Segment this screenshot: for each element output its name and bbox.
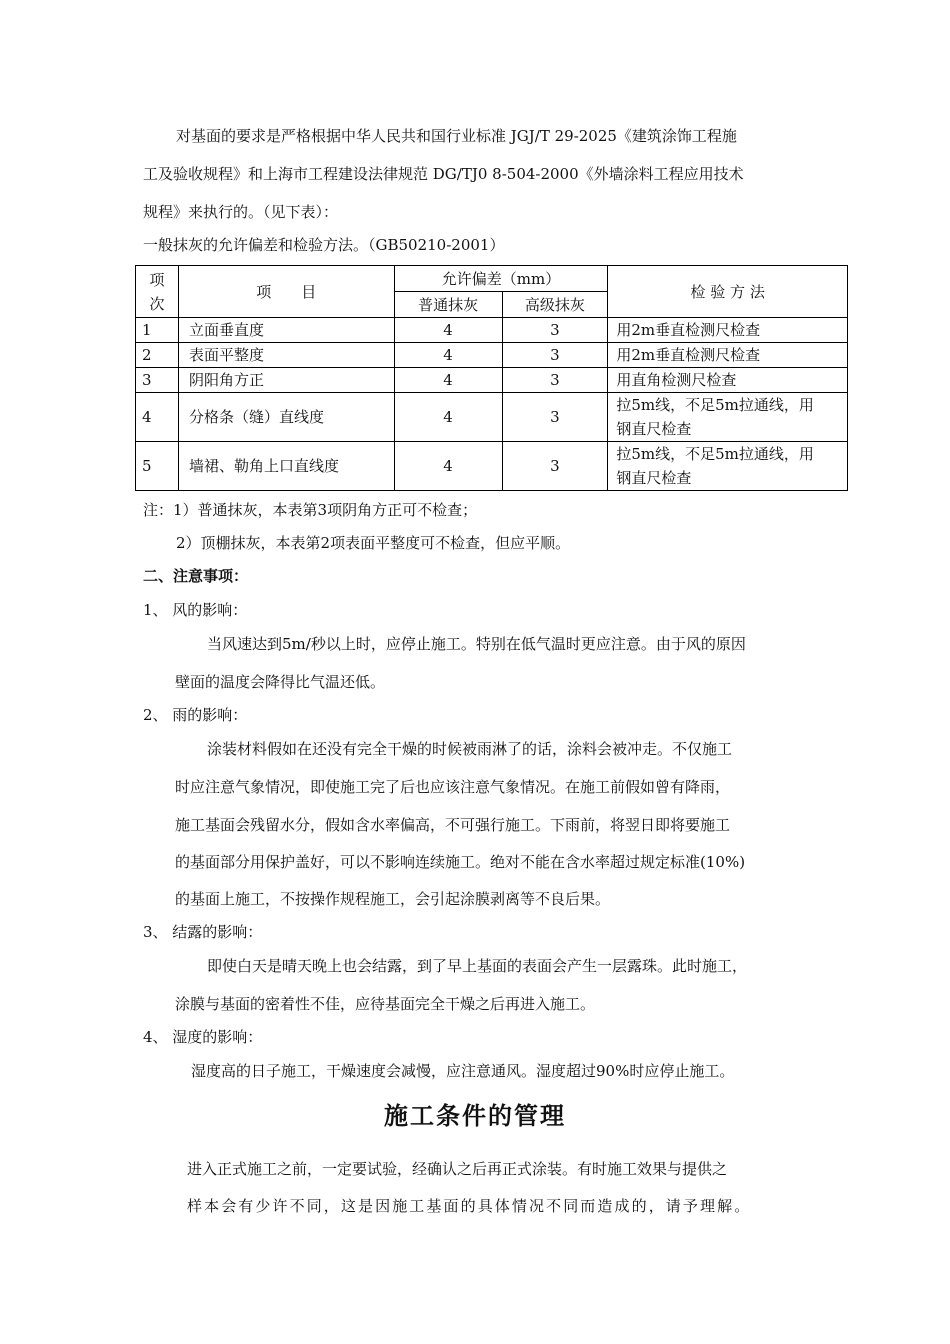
note-1: 注：1）普通抹灰，本表第3项阴角方正可不检查； <box>143 501 478 519</box>
row-method: 用直角检测尺检查 <box>608 368 848 393</box>
dew-title: 3、 结露的影响： <box>143 923 263 941</box>
table-row <box>136 368 848 393</box>
row-advanced: 3 <box>502 442 608 491</box>
row-method-line-2: 钢直尺检查 <box>616 420 692 438</box>
row-item: 分格条（缝）直线度 <box>178 393 394 442</box>
row-normal: 4 <box>394 368 502 393</box>
row-normal: 4 <box>394 318 502 343</box>
row-advanced: 3 <box>502 393 608 442</box>
management-line-2: 样本会有少许不同，这是因施工基面的具体情况不同而造成的，请予理解。 <box>187 1197 752 1215</box>
rain-line-3: 施工基面会残留水分，假如含水率偏高，不可强行施工。下雨前，将翌日即将要施工 <box>175 816 731 834</box>
row-advanced: 3 <box>502 368 608 393</box>
tolerance-table <box>135 265 848 491</box>
rain-line-2: 时应注意气象情况，即使施工完了后也应该注意气象情况。在施工前假如曾有降雨， <box>175 778 731 796</box>
rain-line-4: 的基面部分用保护盖好，可以不影响连续施工。绝对不能在含水率超过规定标准(10%) <box>175 853 746 871</box>
row-method <box>608 393 848 442</box>
row-no: 4 <box>136 393 179 442</box>
humidity-title: 4、 湿度的影响： <box>143 1028 263 1046</box>
table-row <box>136 318 848 343</box>
intro-line-2: 工及验收规程》和上海市工程建设法律规范 DG/TJ0 8-504-2000《外墙涂料工程应用技术 <box>143 165 744 183</box>
table-caption: 一般抹灰的允许偏差和检验方法。（GB50210-2001） <box>143 236 505 254</box>
note-2: 2）顶棚抹灰，本表第2项表面平整度可不检查，但应平顺。 <box>176 534 571 552</box>
table-row <box>136 442 848 491</box>
header-normal: 普通抹灰 <box>394 292 502 318</box>
wind-line-2: 壁面的温度会降得比气温还低。 <box>175 673 386 691</box>
intro-line-3: 规程》来执行的。（见下表）： <box>143 203 339 221</box>
table-row <box>136 343 848 368</box>
row-method: 用2m垂直检测尺检查 <box>608 318 848 343</box>
header-method: 检 验 方 法 <box>608 266 848 318</box>
table-header-row <box>136 266 848 292</box>
row-item: 立面垂直度 <box>178 318 394 343</box>
row-item: 表面平整度 <box>178 343 394 368</box>
wind-title: 1、 风的影响： <box>143 601 248 619</box>
dew-line-1: 即使白天是晴天晚上也会结露，到了早上基面的表面会产生一层露珠。此时施工， <box>207 957 748 975</box>
row-normal: 4 <box>394 343 502 368</box>
dew-line-2: 涂膜与基面的密着性不佳，应待基面完全干燥之后再进入施工。 <box>175 995 596 1013</box>
header-tolerance: 允许偏差（mm） <box>394 266 608 292</box>
management-title: 施工条件的管理 <box>384 1101 566 1130</box>
row-item: 阴阳角方正 <box>178 368 394 393</box>
row-method-line-1: 拉5m线，不足5m拉通线，用 <box>616 445 814 463</box>
header-advanced: 高级抹灰 <box>502 292 608 318</box>
row-no: 1 <box>136 318 179 343</box>
row-method <box>608 442 848 491</box>
row-normal: 4 <box>394 393 502 442</box>
header-index <box>136 266 179 318</box>
row-no: 3 <box>136 368 179 393</box>
row-advanced: 3 <box>502 318 608 343</box>
row-no: 2 <box>136 343 179 368</box>
humidity-line-1: 湿度高的日子施工，干燥速度会减慢，应注意通风。湿度超过90%时应停止施工。 <box>191 1062 735 1080</box>
table-row <box>136 393 848 442</box>
row-method: 用2m垂直检测尺检查 <box>608 343 848 368</box>
row-advanced: 3 <box>502 343 608 368</box>
row-method-line-1: 拉5m线，不足5m拉通线，用 <box>616 396 814 414</box>
header-item: 项 目 <box>178 266 394 318</box>
row-method-line-2: 钢直尺检查 <box>616 469 692 487</box>
intro-line-1: 对基面的要求是严格根据中华人民共和国行业标准 JGJ/T 29-2025《建筑涂饰工程施 <box>176 127 737 145</box>
rain-title: 2、 雨的影响： <box>143 706 248 724</box>
header-index-label: 项次 <box>149 270 165 313</box>
management-line-1: 进入正式施工之前，一定要试验，经确认之后再正式涂装。有时施工效果与提供之 <box>187 1160 728 1178</box>
row-no: 5 <box>136 442 179 491</box>
wind-line-1: 当风速达到5m/秒以上时，应停止施工。特别在低气温时更应注意。由于风的原因 <box>207 635 746 653</box>
row-normal: 4 <box>394 442 502 491</box>
row-item: 墙裙、勒角上口直线度 <box>178 442 394 491</box>
rain-line-1: 涂装材料假如在还没有完全干燥的时候被雨淋了的话，涂料会被冲走。不仅施工 <box>207 740 733 758</box>
section-heading: 二、注意事项： <box>143 567 249 585</box>
rain-line-5: 的基面上施工，不按操作规程施工，会引起涂膜剥离等不良后果。 <box>175 890 611 908</box>
